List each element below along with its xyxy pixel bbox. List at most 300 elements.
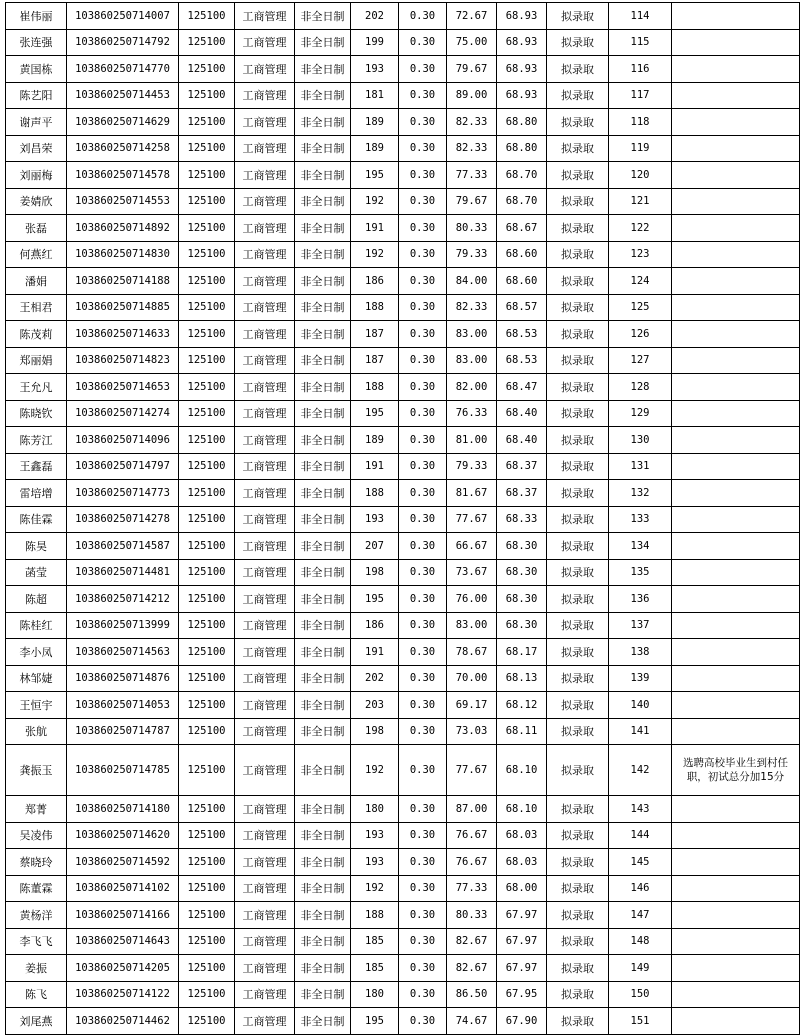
cell-total-score: 68.10: [497, 745, 547, 796]
cell-retest-score: 83.00: [447, 321, 497, 348]
cell-initial-score: 195: [351, 586, 399, 613]
cell-study-mode: 非全日制: [295, 665, 351, 692]
cell-rank: 114: [609, 3, 672, 30]
cell-status: 拟录取: [547, 241, 609, 268]
table-row: [6, 955, 800, 982]
cell-weight: 0.30: [399, 188, 447, 215]
cell-retest-score: 80.33: [447, 215, 497, 242]
cell-total-score: 67.90: [497, 1008, 547, 1035]
cell-status: 拟录取: [547, 928, 609, 955]
cell-candidate-id: 103860250714180: [67, 796, 179, 823]
cell-weight: 0.30: [399, 902, 447, 929]
cell-weight: 0.30: [399, 3, 447, 30]
cell-name: 陈昊: [6, 533, 67, 560]
cell-major-code: 125100: [179, 745, 235, 796]
cell-retest-score: 77.67: [447, 506, 497, 533]
cell-candidate-id: 103860250714785: [67, 745, 179, 796]
table-row: [6, 29, 800, 56]
cell-major-code: 125100: [179, 400, 235, 427]
cell-study-mode: 非全日制: [295, 506, 351, 533]
cell-total-score: 68.93: [497, 56, 547, 83]
cell-rank: 119: [609, 135, 672, 162]
cell-total-score: 68.03: [497, 822, 547, 849]
cell-retest-score: 83.00: [447, 347, 497, 374]
cell-major: 工商管理: [235, 480, 295, 507]
cell-name: 陈茂莉: [6, 321, 67, 348]
cell-weight: 0.30: [399, 347, 447, 374]
table-row: [6, 745, 800, 796]
cell-retest-score: 76.33: [447, 400, 497, 427]
cell-major: 工商管理: [235, 533, 295, 560]
cell-major: 工商管理: [235, 135, 295, 162]
cell-major: 工商管理: [235, 586, 295, 613]
cell-rank: 118: [609, 109, 672, 136]
cell-weight: 0.30: [399, 374, 447, 401]
cell-weight: 0.30: [399, 665, 447, 692]
cell-candidate-id: 103860250714053: [67, 692, 179, 719]
cell-retest-score: 77.33: [447, 162, 497, 189]
cell-retest-score: 79.67: [447, 188, 497, 215]
cell-initial-score: 189: [351, 135, 399, 162]
table-body: [6, 3, 800, 1035]
cell-candidate-id: 103860250714481: [67, 559, 179, 586]
cell-major: 工商管理: [235, 188, 295, 215]
cell-total-score: 68.93: [497, 29, 547, 56]
cell-weight: 0.30: [399, 612, 447, 639]
cell-status: 拟录取: [547, 29, 609, 56]
cell-initial-score: 195: [351, 1008, 399, 1035]
cell-status: 拟录取: [547, 745, 609, 796]
cell-weight: 0.30: [399, 875, 447, 902]
cell-total-score: 68.30: [497, 533, 547, 560]
table-row: [6, 162, 800, 189]
cell-total-score: 68.40: [497, 427, 547, 454]
cell-total-score: 67.97: [497, 928, 547, 955]
cell-retest-score: 82.33: [447, 135, 497, 162]
table-row: [6, 639, 800, 666]
cell-retest-score: 73.67: [447, 559, 497, 586]
cell-major: 工商管理: [235, 162, 295, 189]
cell-candidate-id: 103860250714553: [67, 188, 179, 215]
cell-note: [672, 559, 800, 586]
cell-rank: 138: [609, 639, 672, 666]
cell-weight: 0.30: [399, 241, 447, 268]
cell-candidate-id: 103860250714629: [67, 109, 179, 136]
cell-study-mode: 非全日制: [295, 215, 351, 242]
cell-major-code: 125100: [179, 347, 235, 374]
cell-total-score: 68.17: [497, 639, 547, 666]
cell-major-code: 125100: [179, 902, 235, 929]
cell-status: 拟录取: [547, 109, 609, 136]
cell-study-mode: 非全日制: [295, 3, 351, 30]
cell-note: [672, 347, 800, 374]
cell-major-code: 125100: [179, 875, 235, 902]
cell-status: 拟录取: [547, 692, 609, 719]
table-row: [6, 374, 800, 401]
cell-status: 拟录取: [547, 1008, 609, 1035]
cell-name: 蔡晓玲: [6, 849, 67, 876]
table-row: [6, 849, 800, 876]
cell-rank: 143: [609, 796, 672, 823]
cell-major-code: 125100: [179, 849, 235, 876]
cell-status: 拟录取: [547, 400, 609, 427]
cell-study-mode: 非全日制: [295, 453, 351, 480]
cell-name: 王恒宇: [6, 692, 67, 719]
cell-status: 拟录取: [547, 162, 609, 189]
cell-retest-score: 79.33: [447, 453, 497, 480]
cell-total-score: 68.03: [497, 849, 547, 876]
cell-candidate-id: 103860250714205: [67, 955, 179, 982]
cell-major: 工商管理: [235, 453, 295, 480]
cell-major-code: 125100: [179, 612, 235, 639]
cell-weight: 0.30: [399, 56, 447, 83]
table-row: [6, 135, 800, 162]
cell-total-score: 68.80: [497, 135, 547, 162]
cell-status: 拟录取: [547, 321, 609, 348]
cell-name: 王鑫磊: [6, 453, 67, 480]
cell-initial-score: 185: [351, 955, 399, 982]
cell-major-code: 125100: [179, 56, 235, 83]
cell-weight: 0.30: [399, 109, 447, 136]
cell-name: 黄杨洋: [6, 902, 67, 929]
cell-retest-score: 80.33: [447, 902, 497, 929]
cell-initial-score: 180: [351, 981, 399, 1008]
cell-major: 工商管理: [235, 3, 295, 30]
cell-status: 拟录取: [547, 427, 609, 454]
cell-initial-score: 186: [351, 268, 399, 295]
table-row: [6, 981, 800, 1008]
cell-study-mode: 非全日制: [295, 400, 351, 427]
cell-retest-score: 69.17: [447, 692, 497, 719]
cell-rank: 126: [609, 321, 672, 348]
cell-note: [672, 427, 800, 454]
cell-status: 拟录取: [547, 639, 609, 666]
cell-status: 拟录取: [547, 902, 609, 929]
cell-status: 拟录取: [547, 135, 609, 162]
cell-retest-score: 81.67: [447, 480, 497, 507]
cell-major: 工商管理: [235, 29, 295, 56]
cell-study-mode: 非全日制: [295, 586, 351, 613]
cell-study-mode: 非全日制: [295, 109, 351, 136]
cell-major-code: 125100: [179, 822, 235, 849]
cell-study-mode: 非全日制: [295, 56, 351, 83]
cell-major: 工商管理: [235, 981, 295, 1008]
cell-name: 张连强: [6, 29, 67, 56]
cell-major-code: 125100: [179, 374, 235, 401]
cell-status: 拟录取: [547, 796, 609, 823]
cell-major: 工商管理: [235, 745, 295, 796]
cell-note: [672, 718, 800, 745]
cell-note: [672, 480, 800, 507]
cell-study-mode: 非全日制: [295, 639, 351, 666]
table-row: [6, 56, 800, 83]
cell-study-mode: 非全日制: [295, 29, 351, 56]
cell-status: 拟录取: [547, 822, 609, 849]
cell-note: [672, 294, 800, 321]
cell-weight: 0.30: [399, 849, 447, 876]
cell-note: [672, 135, 800, 162]
cell-weight: 0.30: [399, 692, 447, 719]
cell-candidate-id: 103860250714462: [67, 1008, 179, 1035]
cell-initial-score: 192: [351, 745, 399, 796]
cell-total-score: 68.60: [497, 268, 547, 295]
table-row: [6, 506, 800, 533]
cell-study-mode: 非全日制: [295, 480, 351, 507]
cell-retest-score: 70.00: [447, 665, 497, 692]
cell-rank: 117: [609, 82, 672, 109]
cell-name: 吴凌伟: [6, 822, 67, 849]
cell-candidate-id: 103860250714892: [67, 215, 179, 242]
cell-study-mode: 非全日制: [295, 82, 351, 109]
cell-rank: 132: [609, 480, 672, 507]
cell-study-mode: 非全日制: [295, 745, 351, 796]
cell-weight: 0.30: [399, 928, 447, 955]
cell-name: 陈晓钦: [6, 400, 67, 427]
cell-initial-score: 180: [351, 796, 399, 823]
table-row: [6, 875, 800, 902]
table-row: [6, 321, 800, 348]
cell-study-mode: 非全日制: [295, 955, 351, 982]
cell-major-code: 125100: [179, 692, 235, 719]
table-row: [6, 1008, 800, 1035]
cell-retest-score: 73.03: [447, 718, 497, 745]
cell-initial-score: 195: [351, 400, 399, 427]
cell-major: 工商管理: [235, 612, 295, 639]
cell-total-score: 68.53: [497, 347, 547, 374]
cell-study-mode: 非全日制: [295, 849, 351, 876]
cell-candidate-id: 103860250714885: [67, 294, 179, 321]
cell-major: 工商管理: [235, 109, 295, 136]
cell-name: 李小凤: [6, 639, 67, 666]
table-row: [6, 427, 800, 454]
cell-note: [672, 29, 800, 56]
cell-weight: 0.30: [399, 822, 447, 849]
cell-status: 拟录取: [547, 56, 609, 83]
cell-name: 陈芳江: [6, 427, 67, 454]
cell-major-code: 125100: [179, 559, 235, 586]
cell-major: 工商管理: [235, 1008, 295, 1035]
table-row: [6, 692, 800, 719]
cell-major: 工商管理: [235, 347, 295, 374]
cell-note: [672, 162, 800, 189]
cell-weight: 0.30: [399, 586, 447, 613]
cell-candidate-id: 103860250714453: [67, 82, 179, 109]
cell-retest-score: 75.00: [447, 29, 497, 56]
cell-study-mode: 非全日制: [295, 875, 351, 902]
cell-retest-score: 82.67: [447, 955, 497, 982]
cell-rank: 134: [609, 533, 672, 560]
cell-rank: 139: [609, 665, 672, 692]
cell-rank: 146: [609, 875, 672, 902]
cell-initial-score: 188: [351, 294, 399, 321]
cell-status: 拟录取: [547, 374, 609, 401]
cell-retest-score: 83.00: [447, 612, 497, 639]
cell-study-mode: 非全日制: [295, 188, 351, 215]
cell-candidate-id: 103860250714096: [67, 427, 179, 454]
cell-name: 刘尾燕: [6, 1008, 67, 1035]
cell-study-mode: 非全日制: [295, 718, 351, 745]
cell-rank: 121: [609, 188, 672, 215]
cell-note: [672, 796, 800, 823]
cell-retest-score: 82.00: [447, 374, 497, 401]
cell-candidate-id: 103860250714643: [67, 928, 179, 955]
cell-major: 工商管理: [235, 241, 295, 268]
cell-rank: 115: [609, 29, 672, 56]
cell-rank: 142: [609, 745, 672, 796]
cell-name: 李飞飞: [6, 928, 67, 955]
cell-major-code: 125100: [179, 188, 235, 215]
cell-note: [672, 453, 800, 480]
cell-weight: 0.30: [399, 162, 447, 189]
cell-initial-score: 191: [351, 215, 399, 242]
cell-candidate-id: 103860250714773: [67, 480, 179, 507]
cell-weight: 0.30: [399, 1008, 447, 1035]
cell-name: 雷培增: [6, 480, 67, 507]
cell-candidate-id: 103860250714592: [67, 849, 179, 876]
cell-study-mode: 非全日制: [295, 241, 351, 268]
cell-major: 工商管理: [235, 294, 295, 321]
cell-note: [672, 1008, 800, 1035]
cell-candidate-id: 103860250714278: [67, 506, 179, 533]
cell-retest-score: 89.00: [447, 82, 497, 109]
cell-retest-score: 79.67: [447, 56, 497, 83]
cell-candidate-id: 103860250714563: [67, 639, 179, 666]
cell-note: [672, 639, 800, 666]
cell-name: 姜振: [6, 955, 67, 982]
table-row: [6, 612, 800, 639]
cell-note: [672, 82, 800, 109]
cell-study-mode: 非全日制: [295, 321, 351, 348]
cell-initial-score: 185: [351, 928, 399, 955]
cell-major-code: 125100: [179, 718, 235, 745]
cell-note: [672, 902, 800, 929]
cell-candidate-id: 103860250714122: [67, 981, 179, 1008]
cell-retest-score: 79.33: [447, 241, 497, 268]
cell-weight: 0.30: [399, 745, 447, 796]
cell-retest-score: 82.67: [447, 928, 497, 955]
cell-study-mode: 非全日制: [295, 1008, 351, 1035]
cell-major: 工商管理: [235, 796, 295, 823]
cell-retest-score: 82.33: [447, 294, 497, 321]
cell-rank: 130: [609, 427, 672, 454]
cell-major-code: 125100: [179, 928, 235, 955]
cell-major-code: 125100: [179, 665, 235, 692]
cell-name: 谢声平: [6, 109, 67, 136]
cell-initial-score: 186: [351, 612, 399, 639]
cell-rank: 144: [609, 822, 672, 849]
cell-rank: 116: [609, 56, 672, 83]
cell-major-code: 125100: [179, 981, 235, 1008]
cell-major-code: 125100: [179, 453, 235, 480]
cell-study-mode: 非全日制: [295, 902, 351, 929]
cell-status: 拟录取: [547, 559, 609, 586]
cell-status: 拟录取: [547, 533, 609, 560]
cell-major-code: 125100: [179, 955, 235, 982]
cell-weight: 0.30: [399, 981, 447, 1008]
cell-rank: 147: [609, 902, 672, 929]
cell-status: 拟录取: [547, 665, 609, 692]
cell-study-mode: 非全日制: [295, 533, 351, 560]
table-row: [6, 533, 800, 560]
cell-initial-score: 193: [351, 822, 399, 849]
cell-study-mode: 非全日制: [295, 294, 351, 321]
cell-initial-score: 207: [351, 533, 399, 560]
cell-study-mode: 非全日制: [295, 822, 351, 849]
cell-initial-score: 188: [351, 902, 399, 929]
cell-note: [672, 188, 800, 215]
cell-major: 工商管理: [235, 559, 295, 586]
cell-note: [672, 374, 800, 401]
cell-note: [672, 109, 800, 136]
cell-status: 拟录取: [547, 294, 609, 321]
cell-major: 工商管理: [235, 849, 295, 876]
cell-rank: 125: [609, 294, 672, 321]
table-row: [6, 822, 800, 849]
cell-total-score: 67.97: [497, 955, 547, 982]
table-row: [6, 347, 800, 374]
cell-total-score: 68.40: [497, 400, 547, 427]
cell-weight: 0.30: [399, 400, 447, 427]
cell-weight: 0.30: [399, 639, 447, 666]
cell-name: 张航: [6, 718, 67, 745]
cell-rank: 129: [609, 400, 672, 427]
cell-status: 拟录取: [547, 612, 609, 639]
cell-initial-score: 192: [351, 241, 399, 268]
cell-total-score: 68.30: [497, 612, 547, 639]
cell-initial-score: 188: [351, 480, 399, 507]
cell-weight: 0.30: [399, 321, 447, 348]
cell-status: 拟录取: [547, 849, 609, 876]
cell-name: 黄国栋: [6, 56, 67, 83]
cell-rank: 151: [609, 1008, 672, 1035]
cell-major-code: 125100: [179, 1008, 235, 1035]
table-row: [6, 796, 800, 823]
cell-study-mode: 非全日制: [295, 135, 351, 162]
cell-initial-score: 195: [351, 162, 399, 189]
table-row: [6, 453, 800, 480]
cell-retest-score: 76.67: [447, 822, 497, 849]
cell-total-score: 68.00: [497, 875, 547, 902]
cell-candidate-id: 103860250714274: [67, 400, 179, 427]
cell-status: 拟录取: [547, 347, 609, 374]
cell-major: 工商管理: [235, 665, 295, 692]
cell-weight: 0.30: [399, 506, 447, 533]
cell-major: 工商管理: [235, 215, 295, 242]
cell-weight: 0.30: [399, 559, 447, 586]
cell-name: 王允凡: [6, 374, 67, 401]
cell-candidate-id: 103860250714102: [67, 875, 179, 902]
cell-candidate-id: 103860250714653: [67, 374, 179, 401]
cell-study-mode: 非全日制: [295, 692, 351, 719]
cell-total-score: 68.33: [497, 506, 547, 533]
cell-total-score: 68.53: [497, 321, 547, 348]
cell-candidate-id: 103860250714787: [67, 718, 179, 745]
cell-study-mode: 非全日制: [295, 374, 351, 401]
cell-major: 工商管理: [235, 928, 295, 955]
cell-name: 刘丽梅: [6, 162, 67, 189]
cell-weight: 0.30: [399, 215, 447, 242]
cell-major-code: 125100: [179, 241, 235, 268]
cell-total-score: 68.37: [497, 453, 547, 480]
cell-major: 工商管理: [235, 82, 295, 109]
cell-weight: 0.30: [399, 796, 447, 823]
cell-major-code: 125100: [179, 480, 235, 507]
cell-rank: 123: [609, 241, 672, 268]
cell-weight: 0.30: [399, 29, 447, 56]
cell-status: 拟录取: [547, 268, 609, 295]
cell-note: [672, 241, 800, 268]
cell-rank: 127: [609, 347, 672, 374]
